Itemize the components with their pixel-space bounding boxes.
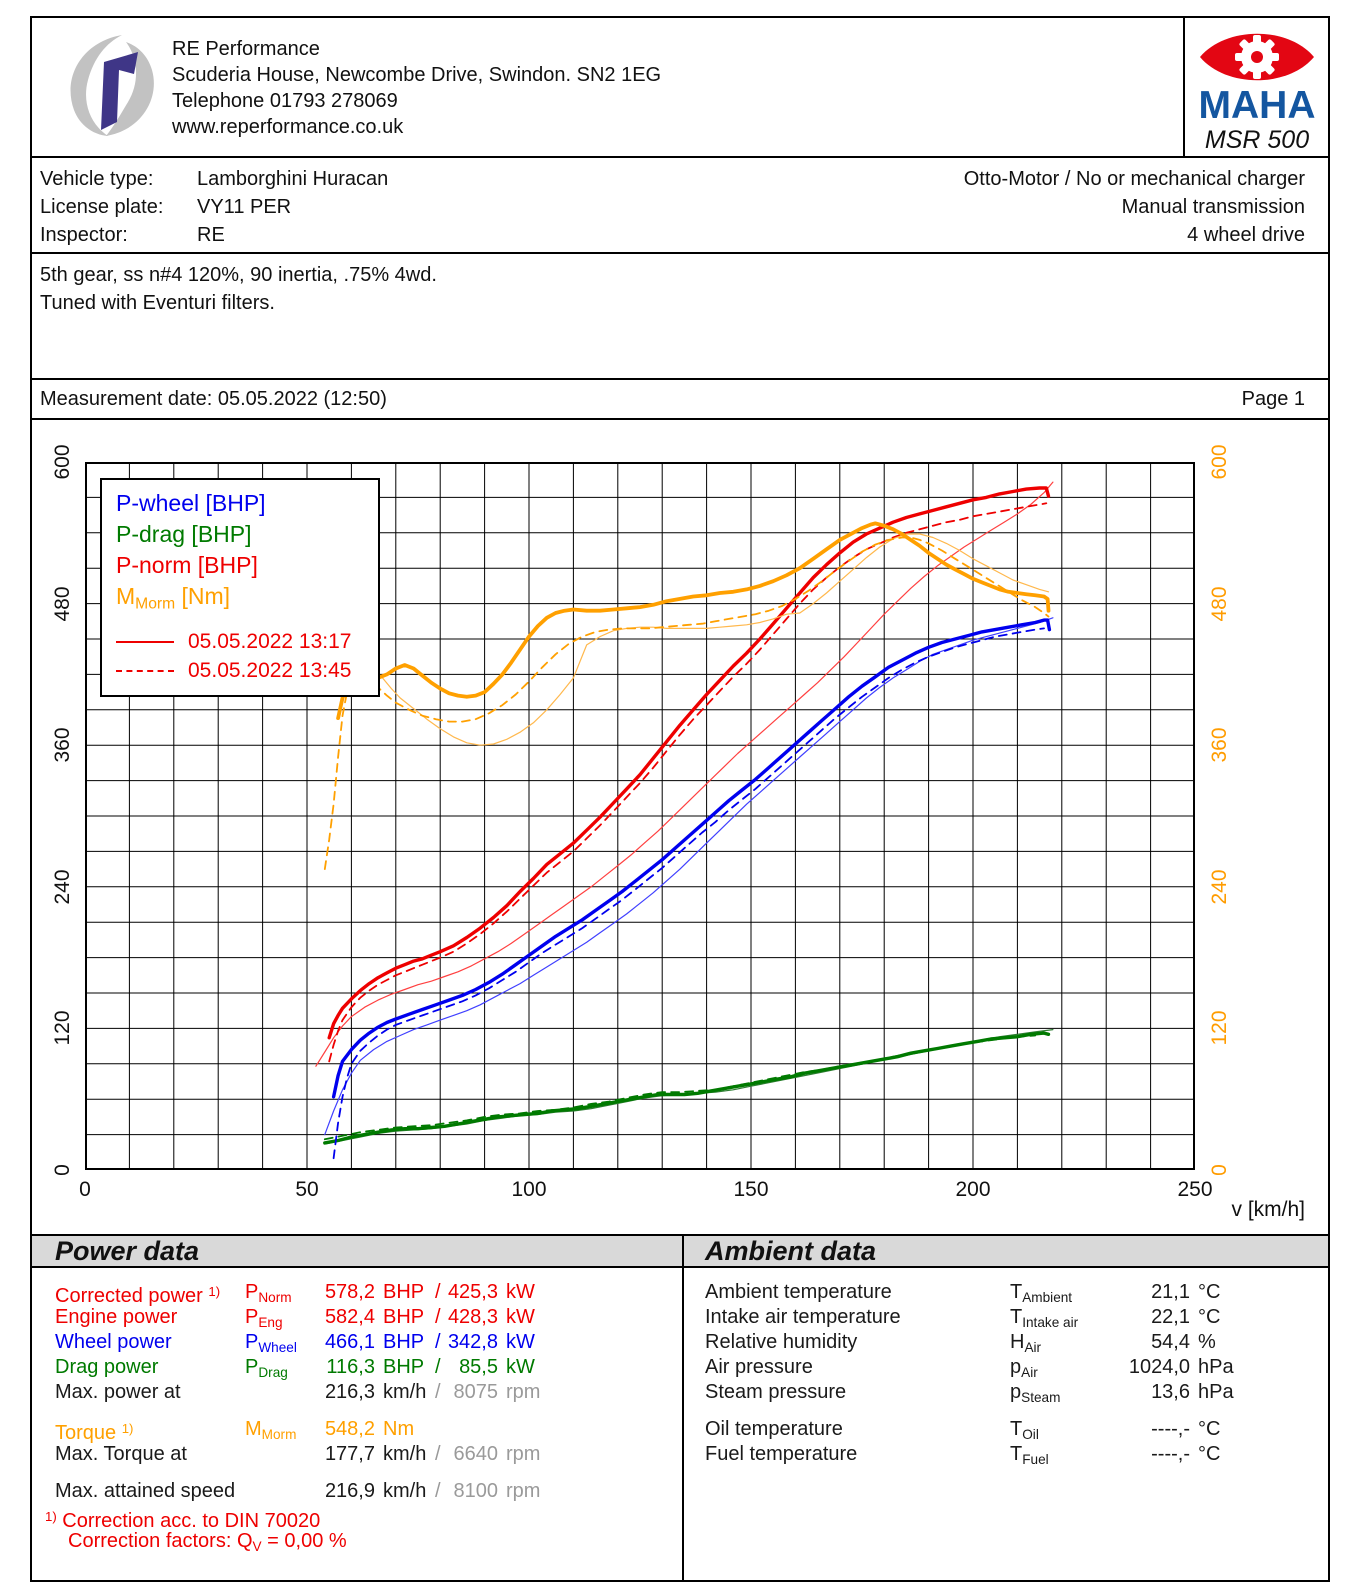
y-tick-right-120: 120 (1208, 1010, 1231, 1046)
data-section-divider (682, 1234, 684, 1582)
power-row-6-label: Max. Torque at (55, 1443, 187, 1465)
y-tick-right-480: 480 (1208, 586, 1231, 622)
power-row-6-unit-1: km/h (383, 1443, 427, 1465)
inspector-label: Inspector: (40, 224, 128, 246)
power-row-6-slash: / (435, 1443, 441, 1465)
series-p-norm-run1-solid (329, 488, 1048, 1038)
power-row-2-unit-2: kW (506, 1331, 535, 1353)
power-row-7-value-1: 216,9 (324, 1480, 375, 1502)
power-row-3-unit-2: kW (506, 1356, 535, 1378)
company-name: RE Performance (172, 38, 320, 60)
power-row-3-slash: / (435, 1356, 441, 1378)
y-tick-right-240: 240 (1208, 869, 1231, 905)
header-bottom-rule (30, 156, 1330, 158)
ambient-row-0-unit-1: °C (1198, 1281, 1221, 1303)
power-row-6-value-1: 177,7 (324, 1443, 375, 1465)
series-torque-run1-solid (338, 523, 1048, 718)
power-row-7-value-2: 8100 (453, 1480, 498, 1502)
power-row-4-unit-2: rpm (506, 1381, 541, 1403)
power-row-3-value-1: 116,3 (326, 1356, 375, 1378)
footnote-correction-factors: Correction factors: $Q_V = 0,00$ % (68, 1530, 347, 1554)
notes-bottom-rule (30, 378, 1330, 380)
dashed-line-swatch (116, 670, 174, 672)
legend-run-2-label: 05.05.2022 13:45 (188, 659, 352, 683)
header-divider (1183, 16, 1185, 158)
power-row-6-unit-2: rpm (506, 1443, 541, 1465)
power-row-3-symbol: $P_{Drag}$ (245, 1356, 288, 1380)
measurement-date: Measurement date: 05.05.2022 (12:50) (40, 388, 387, 410)
company-phone: Telephone 01793 278069 (172, 90, 398, 112)
y-tick-left-360: 360 (51, 727, 74, 763)
legend-item-p-wheel: P-wheel [BHP] (116, 490, 266, 516)
power-data-title: Power data (55, 1236, 200, 1266)
company-website: www.reperformance.co.uk (172, 116, 404, 138)
ambient-row-3-label: Air pressure (705, 1356, 813, 1378)
power-row-2-unit-1: BHP (383, 1331, 425, 1353)
device-model: MSR 500 (1204, 126, 1310, 154)
ambient-row-1-value-1: 22,1 (1151, 1306, 1190, 1328)
y-tick-right-360: 360 (1208, 727, 1231, 763)
power-row-0-value-1: 578,2 (324, 1281, 375, 1303)
power-row-1-unit-1: BHP (383, 1306, 425, 1328)
series-torque-run2-dashed (325, 538, 1049, 870)
power-row-0-value-2: 425,3 (447, 1281, 498, 1303)
ambient-row-4-unit-1: hPa (1198, 1381, 1234, 1403)
ambient-row-0-value-1: 21,1 (1151, 1281, 1190, 1303)
drive-type: 4 wheel drive (1187, 224, 1305, 246)
license-plate-value: VY11 PER (197, 196, 292, 218)
ambient-row-1-unit-1: °C (1198, 1306, 1221, 1328)
power-row-1-value-1: 582,4 (324, 1306, 375, 1328)
power-row-0-symbol: $P_{Norm}$ (245, 1281, 292, 1305)
footnote-din: $^{1)}$ Correction acc. to DIN 70020 (45, 1509, 321, 1532)
power-row-2-value-1: 466,1 (324, 1331, 375, 1353)
power-row-1-unit-2: kW (506, 1306, 535, 1328)
ambient-row-6-label: Fuel temperature (705, 1443, 858, 1465)
x-tick-50: 50 (295, 1178, 319, 1201)
x-tick-150: 150 (733, 1178, 769, 1201)
power-row-2-label: Wheel power (55, 1331, 172, 1353)
power-row-0-slash: / (435, 1281, 441, 1303)
series-p-wheel-run3-thin (325, 618, 1053, 1135)
power-row-1-slash: / (435, 1306, 441, 1328)
ambient-row-1-label: Intake air temperature (705, 1306, 901, 1328)
power-row-0-unit-2: kW (506, 1281, 535, 1303)
license-plate-label: License plate: (40, 196, 164, 218)
ambient-row-4-symbol: $p_{Steam}$ (1010, 1381, 1061, 1405)
power-row-7-slash: / (435, 1480, 441, 1502)
ambient-row-3-symbol: $p_{Air}$ (1010, 1356, 1038, 1380)
legend-item-torque: $M_{Morm}$ [Nm] (116, 583, 231, 613)
ambient-row-1-symbol: $T_{Intake air}$ (1010, 1306, 1079, 1330)
transmission-type: Manual transmission (1121, 196, 1305, 218)
inspector-value: RE (197, 224, 225, 246)
y-tick-left-0: 0 (51, 1164, 74, 1176)
power-row-7-unit-2: rpm (506, 1480, 541, 1502)
note-line-2: Tuned with Eventuri filters. (40, 292, 275, 314)
vehicle-type-value: Lamborghini Huracan (197, 168, 389, 190)
y-tick-left-600: 600 (51, 444, 74, 480)
legend-item-p-drag: P-drag [BHP] (116, 521, 252, 547)
maha-logo-icon (1196, 24, 1318, 90)
y-tick-right-600: 600 (1208, 444, 1231, 480)
x-axis-label: v [km/h] (1231, 1198, 1305, 1221)
y-tick-left-240: 240 (51, 869, 74, 905)
ambient-row-2-unit-1: % (1198, 1331, 1216, 1353)
power-row-5-value-1: 548,2 (324, 1418, 375, 1440)
ambient-row-5-symbol: $T_{Oil}$ (1010, 1418, 1039, 1442)
solid-line-swatch (116, 641, 174, 643)
vehicle-bottom-rule (30, 252, 1330, 254)
y-tick-left-480: 480 (51, 586, 74, 622)
ambient-row-6-value-1: ----,- (1151, 1443, 1190, 1465)
power-row-7-label: Max. attained speed (55, 1480, 236, 1502)
ambient-data-title: Ambient data (705, 1236, 877, 1266)
engine-type: Otto-Motor / No or mechanical charger (963, 168, 1305, 190)
series-p-norm-run2-dashed (329, 503, 1046, 1061)
note-line-1: 5th gear, ss n#4 120%, 90 inertia, .75% 4wd. (40, 264, 437, 286)
ambient-row-0-symbol: $T_{Ambient}$ (1010, 1281, 1073, 1305)
power-row-2-symbol: $P_{Wheel}$ (245, 1331, 297, 1355)
power-row-4-value-2: 8075 (453, 1381, 498, 1403)
power-row-5-label: Torque $^{1)}$ (55, 1421, 134, 1444)
power-row-6-value-2: 6640 (453, 1443, 498, 1465)
ambient-row-3-value-1: 1024,0 (1128, 1356, 1190, 1378)
power-row-1-value-2: 428,3 (447, 1306, 498, 1328)
series-p-drag-run1-solid (325, 1033, 1049, 1143)
x-tick-100: 100 (511, 1178, 547, 1201)
ambient-row-2-label: Relative humidity (705, 1331, 858, 1353)
company-address: Scuderia House, Newcombe Drive, Swindon. SN2 1EG (172, 64, 662, 86)
legend-item-p-norm: P-norm [BHP] (116, 552, 258, 578)
power-row-5-symbol: $M_{Morm}$ (245, 1418, 297, 1442)
power-row-4-value-1: 216,3 (324, 1381, 375, 1403)
x-tick-250: 250 (1177, 1178, 1213, 1201)
power-row-4-label: Max. power at (55, 1381, 181, 1403)
x-tick-0: 0 (79, 1178, 91, 1201)
power-row-4-slash: / (435, 1381, 441, 1403)
y-tick-left-120: 120 (51, 1010, 74, 1046)
power-row-7-unit-1: km/h (383, 1480, 427, 1502)
power-row-4-unit-1: km/h (383, 1381, 427, 1403)
power-row-3-label: Drag power (55, 1356, 159, 1378)
series-p-norm-run3-thin (316, 482, 1053, 1066)
chart-legend (100, 478, 380, 697)
power-row-0-unit-1: BHP (383, 1281, 425, 1303)
legend-run-2 (116, 656, 364, 685)
legend-run-1 (116, 627, 364, 656)
power-row-1-symbol: $P_{Eng}$ (245, 1306, 283, 1330)
ambient-row-2-value-1: 54,4 (1151, 1331, 1190, 1353)
x-tick-200: 200 (955, 1178, 991, 1201)
ambient-row-5-unit-1: °C (1198, 1418, 1221, 1440)
re-performance-logo (62, 32, 162, 140)
power-row-2-value-2: 342,8 (447, 1331, 498, 1353)
ambient-row-5-label: Oil temperature (705, 1418, 843, 1440)
power-row-2-slash: / (435, 1331, 441, 1353)
ambient-row-0-label: Ambient temperature (705, 1281, 892, 1303)
ambient-row-4-label: Steam pressure (705, 1381, 847, 1403)
measurement-bottom-rule (30, 418, 1330, 420)
page-number: Page 1 (1241, 388, 1305, 410)
power-row-3-value-2: 85,5 (459, 1356, 498, 1378)
power-row-0-label: Corrected power $^{1)}$ (55, 1284, 221, 1307)
vehicle-type-label: Vehicle type: (40, 168, 154, 190)
power-row-1-label: Engine power (55, 1306, 178, 1328)
ambient-row-2-symbol: $H_{Air}$ (1010, 1331, 1042, 1355)
maha-wordmark: MAHA (1198, 84, 1316, 127)
ambient-row-6-symbol: $T_{Fuel}$ (1010, 1443, 1049, 1467)
ambient-row-6-unit-1: °C (1198, 1443, 1221, 1465)
ambient-row-4-value-1: 13,6 (1151, 1381, 1190, 1403)
power-row-5-unit-1: Nm (383, 1418, 415, 1440)
ambient-row-5-value-1: ----,- (1151, 1418, 1190, 1440)
power-row-3-unit-1: BHP (383, 1356, 425, 1378)
y-tick-right-0: 0 (1208, 1164, 1231, 1176)
legend-run-1-label: 05.05.2022 13:17 (188, 630, 352, 654)
ambient-row-3-unit-1: hPa (1198, 1356, 1234, 1378)
